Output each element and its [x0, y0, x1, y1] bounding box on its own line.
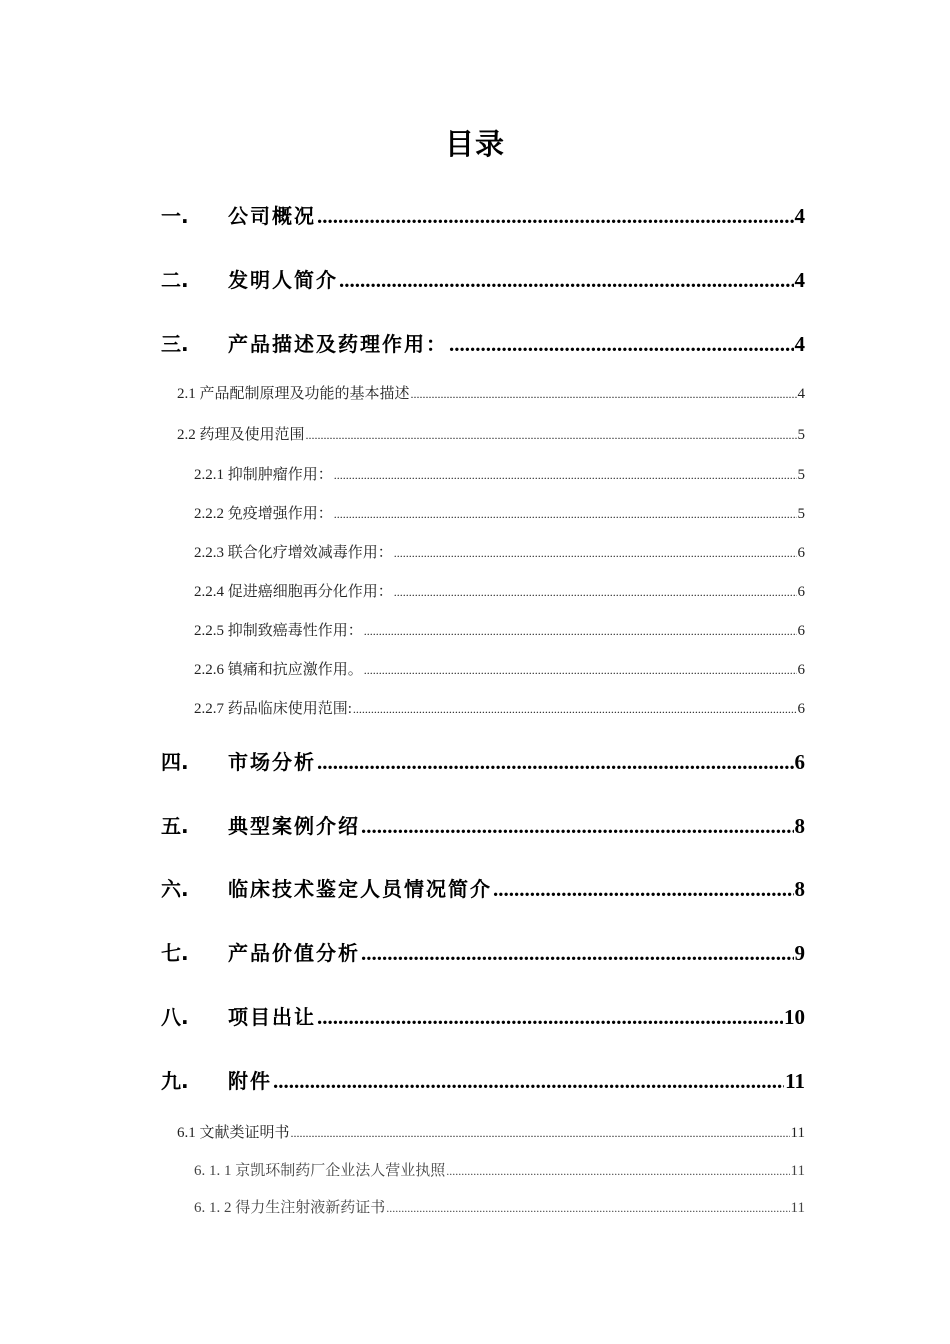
- toc-page-number: 5: [797, 506, 805, 522]
- toc-dot-leader: [411, 387, 797, 402]
- toc-dot-leader: [364, 663, 797, 678]
- toc-entry-level2[interactable]: [177, 382, 805, 404]
- toc-entry-number: 二.: [161, 268, 189, 292]
- toc-dot-leader: [394, 585, 797, 600]
- toc-page-number: 11: [785, 1069, 805, 1093]
- toc-dot-leader: [449, 332, 794, 357]
- toc-entry-level1[interactable]: [161, 328, 805, 358]
- toc-entry-level1[interactable]: [161, 200, 805, 230]
- toc-page-number: 8: [794, 877, 805, 901]
- toc-entry-number: 七.: [161, 941, 189, 965]
- toc-entry-level1[interactable]: [161, 873, 805, 903]
- toc-entry-label: 产品描述及药理作用：: [228, 332, 448, 356]
- toc-entry-label: 2.2.2 免疫增强作用：: [194, 506, 333, 522]
- toc-dot-leader: [361, 941, 794, 966]
- toc-entry-label: 2.2.5 抑制致癌毒性作用：: [194, 623, 363, 639]
- toc-entry-number: 四.: [161, 750, 189, 774]
- toc-entry-level3[interactable]: [194, 619, 805, 641]
- toc-entry-number: 三.: [161, 332, 189, 356]
- toc-title: 目录: [444, 127, 505, 161]
- toc-page-number: 4: [797, 386, 805, 402]
- toc-entry-label: 附件: [228, 1069, 272, 1093]
- toc-page-number: 10: [784, 1005, 805, 1029]
- toc-entry-level3[interactable]: [194, 697, 805, 719]
- toc-dot-leader: [334, 468, 797, 483]
- toc-dot-leader: [493, 877, 794, 902]
- toc-entry-number: 五.: [161, 814, 189, 838]
- toc-page-number: 5: [797, 467, 805, 483]
- toc-page-number: 6: [797, 623, 805, 639]
- toc-entry-level3[interactable]: [194, 502, 805, 524]
- toc-page-number: 11: [790, 1200, 805, 1216]
- toc-page-number: 9: [794, 941, 805, 965]
- toc-dot-leader: [353, 702, 797, 717]
- toc-page-number: 4: [794, 204, 805, 228]
- toc-entry-level1[interactable]: [161, 1065, 805, 1095]
- toc-page-number: 6: [797, 662, 805, 678]
- toc-dot-leader: [446, 1164, 789, 1179]
- toc-entry-level3[interactable]: [194, 1159, 805, 1181]
- toc-dot-leader: [273, 1069, 784, 1094]
- toc-entry-label: 6. 1. 2 得力生注射液新药证书: [194, 1200, 386, 1216]
- toc-entry-label: 公司概况: [228, 204, 316, 228]
- toc-entry-label: 2.2.1 抑制肿瘤作用：: [194, 467, 333, 483]
- toc-page-number: 4: [794, 268, 805, 292]
- toc-dot-leader: [291, 1126, 790, 1141]
- toc-entry-level2[interactable]: [177, 423, 805, 445]
- toc-page-number: 6: [794, 750, 805, 774]
- toc-entry-level1[interactable]: [161, 746, 805, 776]
- toc-entry-level3[interactable]: [194, 541, 805, 563]
- toc-dot-leader: [339, 268, 794, 293]
- toc-entry-level3[interactable]: [194, 463, 805, 485]
- toc-entry-level3[interactable]: [194, 658, 805, 680]
- toc-entry-label: 发明人简介: [228, 268, 338, 292]
- toc-entry-label: 2.2.4 促进癌细胞再分化作用：: [194, 584, 393, 600]
- toc-page-number: 8: [794, 814, 805, 838]
- toc-dot-leader: [317, 750, 794, 775]
- toc-entry-label: 6.1 文献类证明书: [177, 1125, 290, 1141]
- toc-entry-label: 2.1 产品配制原理及功能的基本描述: [177, 386, 410, 402]
- toc-entry-number: 一.: [161, 204, 189, 228]
- toc-entry-label: 市场分析: [228, 750, 316, 774]
- toc-entry-label: 典型案例介绍: [228, 814, 360, 838]
- toc-dot-leader: [386, 1201, 789, 1216]
- toc-dot-leader: [364, 624, 797, 639]
- toc-dot-leader: [317, 1005, 783, 1030]
- toc-entry-label: 产品价值分析: [228, 941, 360, 965]
- toc-dot-leader: [361, 814, 794, 839]
- toc-entry-level3[interactable]: [194, 1196, 805, 1218]
- toc-entry-number: 八.: [161, 1005, 189, 1029]
- toc-entry-level2[interactable]: [177, 1121, 805, 1143]
- toc-page-number: 11: [790, 1163, 805, 1179]
- toc-entry-label: 6. 1. 1 京凯环制药厂企业法人营业执照: [194, 1163, 446, 1179]
- toc-page-number: 6: [797, 545, 805, 561]
- toc-entry-label: 2.2 药理及使用范围: [177, 427, 305, 443]
- toc-entry-level1[interactable]: [161, 937, 805, 967]
- toc-entry-label: 2.2.7 药品临床使用范围:: [194, 701, 352, 717]
- toc-entry-label: 临床技术鉴定人员情况简介: [228, 877, 492, 901]
- toc-page-number: 5: [797, 427, 805, 443]
- toc-entry-level1[interactable]: [161, 810, 805, 840]
- toc-page-number: 11: [790, 1125, 805, 1141]
- toc-page-number: 4: [794, 332, 805, 356]
- toc-entry-number: 九.: [161, 1069, 189, 1093]
- toc-dot-leader: [334, 507, 797, 522]
- toc-entry-level3[interactable]: [194, 580, 805, 602]
- toc-dot-leader: [394, 546, 797, 561]
- toc-page-number: 6: [797, 701, 805, 717]
- toc-entry-label: 项目出让: [228, 1005, 316, 1029]
- toc-entry-level1[interactable]: [161, 264, 805, 294]
- toc-page-number: 6: [797, 584, 805, 600]
- toc-entry-level1[interactable]: [161, 1001, 805, 1031]
- toc-entry-number: 六.: [161, 877, 189, 901]
- toc-entry-label: 2.2.3 联合化疗增效减毒作用：: [194, 545, 393, 561]
- toc-entry-label: 2.2.6 镇痛和抗应激作用。: [194, 662, 363, 678]
- toc-dot-leader: [317, 204, 794, 229]
- toc-dot-leader: [306, 428, 797, 443]
